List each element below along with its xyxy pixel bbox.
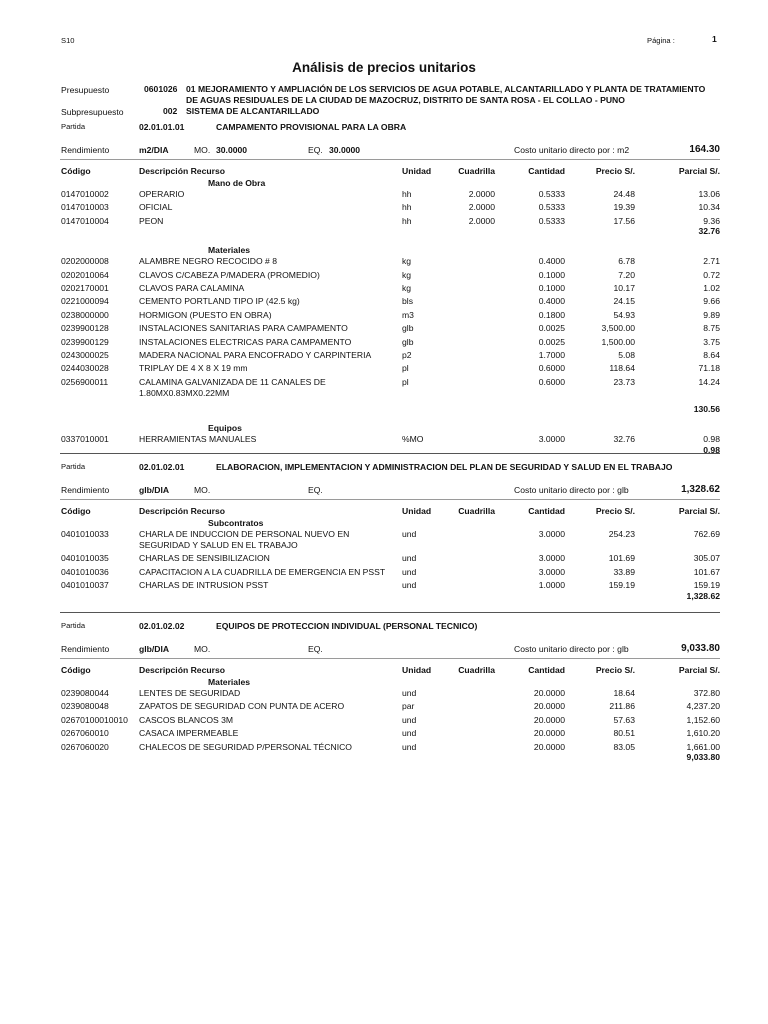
col-codigo: Código <box>61 506 91 516</box>
cell-codigo: 0221000094 <box>61 296 109 307</box>
cell-parcial: 305.07 <box>693 553 720 564</box>
cell-cantidad: 0.1800 <box>538 309 565 320</box>
table-row <box>0 728 768 739</box>
cell-unidad: kg <box>402 256 412 267</box>
table-row <box>0 310 768 321</box>
cell-cantidad: 0.6000 <box>538 363 565 374</box>
cell-precio: 7.20 <box>618 269 635 280</box>
rendimiento-label: Rendimiento <box>61 644 110 654</box>
cell-cantidad: 0.5333 <box>538 202 565 213</box>
cell-precio: 1,500.00 <box>601 336 635 347</box>
cell-cantidad: 0.1000 <box>538 283 565 293</box>
cell-unidad: und <box>402 580 417 591</box>
cell-parcial: 10.34 <box>698 202 720 213</box>
cell-codigo: 0202000008 <box>61 256 109 267</box>
cell-unidad: m3 <box>402 309 414 320</box>
cell-parcial: 762.69 <box>693 529 720 539</box>
table-row-continuation <box>0 540 768 551</box>
cell-descripcion: HORMIGON (PUESTO EN OBRA) <box>139 309 272 320</box>
group-heading <box>0 677 768 688</box>
table-row <box>0 701 768 712</box>
table-row <box>0 283 768 294</box>
cell-descripcion: CLAVOS PARA CALAMINA <box>139 283 245 293</box>
cell-unidad: p2 <box>402 350 412 360</box>
cell-codigo: 0239080048 <box>61 701 109 712</box>
cell-unidad: glb <box>402 336 414 347</box>
cell-codigo: 0401010037 <box>61 580 109 591</box>
cell-codigo: 0239900129 <box>61 336 109 347</box>
cell-cantidad: 0.4000 <box>538 256 565 267</box>
cell-descripcion: INSTALACIONES ELECTRICAS PARA CAMPAMENTO <box>139 336 352 347</box>
cell-descripcion: CLAVOS C/CABEZA P/MADERA (PROMEDIO) <box>139 269 320 280</box>
col-cuadrilla: Cuadrilla <box>458 166 495 176</box>
cell-parcial: 13.06 <box>698 189 720 199</box>
cell-unidad: und <box>402 714 417 725</box>
page-title: Análisis de precios unitarios <box>292 60 476 75</box>
rendimiento-rule <box>60 658 720 659</box>
table-header <box>0 166 768 177</box>
cell-unidad: und <box>402 553 417 564</box>
col-cantidad: Cantidad <box>528 166 565 176</box>
cell-descripcion: MADERA NACIONAL PARA ENCOFRADO Y CARPINTERIA <box>139 350 372 360</box>
cell-precio: 6.78 <box>618 256 635 267</box>
cell-descripcion: INSTALACIONES SANITARIAS PARA CAMPAMENTO <box>139 323 348 334</box>
rendimiento-rule <box>60 499 720 500</box>
cell-descripcion: CASCOS BLANCOS 3M <box>139 714 234 725</box>
cell-cantidad: 0.1000 <box>538 269 565 280</box>
group-name: Equipos <box>208 423 242 434</box>
cell-codigo: 0147010002 <box>61 189 109 199</box>
cell-parcial: 0.98 <box>703 434 720 445</box>
cell-descripcion: CALAMINA GALVANIZADA DE 11 CANALES DE <box>139 376 326 387</box>
col-precio: Precio S/. <box>595 166 635 176</box>
cell-descripcion: CHARLAS DE SENSIBILIZACION <box>139 553 270 564</box>
col-cuadrilla: Cuadrilla <box>458 506 495 516</box>
costo-unitario-value: 9,033.80 <box>681 643 720 654</box>
table-row <box>0 688 768 699</box>
group-heading <box>0 178 768 189</box>
cell-precio: 10.17 <box>613 283 635 293</box>
col-unidad: Unidad <box>402 166 432 176</box>
cell-precio: 17.56 <box>613 215 635 226</box>
mo-label: MO. <box>194 145 211 155</box>
partida-label: Partida <box>61 462 86 471</box>
cell-cantidad: 20.0000 <box>533 728 565 739</box>
cell-descripcion: OPERARIO <box>139 189 185 199</box>
table-header <box>0 506 768 517</box>
group-subtotal: 1,328.62 <box>686 590 720 601</box>
col-unidad: Unidad <box>402 665 432 675</box>
cell-cantidad: 20.0000 <box>533 714 565 725</box>
software-label: S10 <box>61 36 75 45</box>
cell-unidad: bls <box>402 296 413 307</box>
presupuesto-code: 0601026 <box>144 84 178 94</box>
cell-descripcion-cont: SEGURIDAD Y SALUD EN EL TRABAJO <box>139 540 298 550</box>
costo-unitario-label: Costo unitario directo por : m2 <box>514 145 630 155</box>
table-row <box>0 715 768 726</box>
presupuesto-description-line2: DE AGUAS RESIDUALES DE LA CIUDAD DE MAZOCRUZ, DISTRITO DE SANTA ROSA - EL COLLAO - PUNO <box>186 95 625 105</box>
cell-codigo: 0243000025 <box>61 350 109 360</box>
costo-unitario-value: 164.30 <box>689 144 720 155</box>
cell-codigo: 0401010035 <box>61 553 109 564</box>
cell-parcial: 8.75 <box>703 323 720 334</box>
col-parcial: Parcial S/. <box>678 166 720 176</box>
cell-parcial: 2.71 <box>703 256 720 267</box>
cell-precio: 33.89 <box>613 566 635 577</box>
partida-separator <box>60 453 720 454</box>
col-codigo: Código <box>61 665 91 675</box>
cell-precio: 32.76 <box>613 434 635 445</box>
cell-precio: 5.08 <box>618 350 635 360</box>
cell-parcial: 159.19 <box>693 580 720 591</box>
partida-code: 02.01.02.01 <box>139 462 185 472</box>
cell-parcial: 372.80 <box>693 688 720 698</box>
group-subtotal: 32.76 <box>698 226 720 237</box>
cell-unidad: hh <box>402 189 412 199</box>
table-row <box>0 553 768 564</box>
cell-cantidad: 20.0000 <box>533 688 565 698</box>
table-row <box>0 189 768 200</box>
cell-codigo: 0147010004 <box>61 215 109 226</box>
cell-cuadrilla: 2.0000 <box>468 202 495 213</box>
cell-unidad: pl <box>402 376 409 387</box>
partida-separator <box>60 612 720 613</box>
rendimiento-unit: m2/DIA <box>139 145 169 155</box>
cell-unidad: hh <box>402 202 412 213</box>
cell-descripcion: CAPACITACION A LA CUADRILLA DE EMERGENCIA EN PSST <box>139 566 386 577</box>
table-row <box>0 567 768 578</box>
cell-codigo: 0239900128 <box>61 323 109 334</box>
cell-precio: 24.15 <box>613 296 635 307</box>
table-row <box>0 377 768 388</box>
cell-unidad: pl <box>402 363 409 374</box>
col-parcial: Parcial S/. <box>678 665 720 675</box>
col-codigo: Código <box>61 166 91 176</box>
col-descripcion: Descripción Recurso <box>139 665 225 675</box>
cell-unidad: und <box>402 529 417 539</box>
col-parcial: Parcial S/. <box>678 506 720 516</box>
cell-descripcion: CASACA IMPERMEABLE <box>139 728 239 739</box>
cell-parcial: 9.66 <box>703 296 720 307</box>
partida-label: Partida <box>61 621 86 630</box>
group-heading <box>0 245 768 256</box>
cell-descripcion: CEMENTO PORTLAND TIPO IP (42.5 kg) <box>139 296 300 307</box>
cell-cantidad: 3.0000 <box>538 529 565 539</box>
cell-unidad: glb <box>402 323 414 334</box>
presupuesto-label: Presupuesto <box>61 85 110 95</box>
table-row <box>0 742 768 753</box>
cell-descripcion-cont: 1.80MX0.83MX0.22MM <box>139 387 230 398</box>
cell-cantidad: 0.6000 <box>538 376 565 387</box>
cell-codigo: 0244030028 <box>61 363 109 374</box>
cell-unidad: hh <box>402 215 412 226</box>
col-precio: Precio S/. <box>595 665 635 675</box>
col-descripcion: Descripción Recurso <box>139 506 225 516</box>
subpresupuesto-label: Subpresupuesto <box>61 107 124 117</box>
table-row-continuation <box>0 388 768 399</box>
cell-parcial: 9.89 <box>703 309 720 320</box>
partida-name: ELABORACION, IMPLEMENTACION Y ADMINISTRACION DEL PLAN DE SEGURIDAD Y SALUD EN EL TRABAJO <box>216 462 673 472</box>
cell-unidad: par <box>402 701 415 712</box>
cell-precio: 254.23 <box>608 529 635 539</box>
cell-codigo: 0239080044 <box>61 688 109 698</box>
eq-value: 30.0000 <box>329 145 361 155</box>
costo-unitario-label: Costo unitario directo por : glb <box>514 644 629 654</box>
cell-unidad: und <box>402 728 417 739</box>
cell-unidad: kg <box>402 283 412 293</box>
table-row <box>0 350 768 361</box>
partida-label: Partida <box>61 122 86 131</box>
table-row <box>0 202 768 213</box>
cell-unidad: und <box>402 741 417 752</box>
cell-parcial: 14.24 <box>698 376 720 387</box>
cell-descripcion: HERRAMIENTAS MANUALES <box>139 434 257 445</box>
group-subtotal: 0.98 <box>703 444 720 455</box>
cell-cantidad: 3.0000 <box>538 434 565 445</box>
partida-code: 02.01.01.01 <box>139 122 185 132</box>
cell-precio: 54.93 <box>613 309 635 320</box>
cell-precio: 24.48 <box>613 189 635 199</box>
col-cuadrilla: Cuadrilla <box>458 665 495 675</box>
rendimiento-rule <box>60 159 720 160</box>
cell-codigo: 0202170001 <box>61 283 109 293</box>
cell-cantidad: 1.0000 <box>538 580 565 591</box>
cell-descripcion: TRIPLAY DE 4 X 8 X 19 mm <box>139 363 248 374</box>
cell-descripcion: CHALECOS DE SEGURIDAD P/PERSONAL TÉCNICO <box>139 741 352 752</box>
cell-parcial: 1,661.00 <box>686 741 720 752</box>
cell-descripcion: CHARLAS DE INTRUSION PSST <box>139 580 269 591</box>
cell-unidad: %MO <box>402 434 424 445</box>
cell-codigo: 02670100010010 <box>61 714 128 725</box>
cell-cantidad: 20.0000 <box>533 741 565 752</box>
cell-cantidad: 0.4000 <box>538 296 565 307</box>
cell-codigo: 0202010064 <box>61 269 109 280</box>
cell-parcial: 101.67 <box>693 566 720 577</box>
table-header <box>0 665 768 676</box>
cell-cantidad: 0.5333 <box>538 189 565 199</box>
cell-precio: 57.63 <box>613 714 635 725</box>
col-cantidad: Cantidad <box>528 665 565 675</box>
cell-descripcion: ALAMBRE NEGRO RECOCIDO # 8 <box>139 256 278 267</box>
cell-parcial: 1.02 <box>703 283 720 293</box>
mo-value: 30.0000 <box>216 145 248 155</box>
group-subtotal: 130.56 <box>693 404 720 415</box>
page-number: 1 <box>712 34 717 44</box>
cell-cantidad: 3.0000 <box>538 553 565 564</box>
cell-parcial: 71.18 <box>698 363 720 374</box>
cell-precio: 211.86 <box>609 701 635 712</box>
cell-descripcion: LENTES DE SEGURIDAD <box>139 688 241 698</box>
eq-label: EQ. <box>308 145 323 155</box>
cell-cantidad: 0.5333 <box>538 215 565 226</box>
cell-parcial: 3.75 <box>703 336 720 347</box>
cell-codigo: 0256900011 <box>61 376 109 387</box>
cell-codigo: 0337010001 <box>61 434 109 445</box>
table-row <box>0 216 768 227</box>
table-row <box>0 270 768 281</box>
eq-label: EQ. <box>308 644 323 654</box>
cell-codigo: 0401010033 <box>61 529 109 539</box>
cell-parcial: 8.64 <box>703 350 720 360</box>
cell-unidad: kg <box>402 269 412 280</box>
partida-name: CAMPAMENTO PROVISIONAL PARA LA OBRA <box>216 122 407 132</box>
table-row <box>0 337 768 348</box>
cell-descripcion: OFICIAL <box>139 202 173 213</box>
cell-precio: 118.64 <box>609 363 635 374</box>
cell-precio: 159.19 <box>608 580 635 591</box>
table-row <box>0 363 768 374</box>
costo-unitario-label: Costo unitario directo por : glb <box>514 485 629 495</box>
mo-label: MO. <box>194 644 211 654</box>
subpresupuesto-description: SISTEMA DE ALCANTARILLADO <box>186 106 320 116</box>
cell-precio: 83.05 <box>613 741 635 752</box>
cell-cantidad: 3.0000 <box>538 566 565 577</box>
cell-unidad: und <box>402 688 417 698</box>
cell-parcial: 1,610.20 <box>686 728 720 739</box>
cell-codigo: 0267060020 <box>61 741 109 752</box>
eq-label: EQ. <box>308 485 323 495</box>
cell-codigo: 0147010003 <box>61 202 109 213</box>
cell-descripcion: PEON <box>139 215 164 226</box>
group-name: Mano de Obra <box>208 178 266 188</box>
cell-unidad: und <box>402 566 417 577</box>
partida-name: EQUIPOS DE PROTECCION INDIVIDUAL (PERSONAL TECNICO) <box>216 621 478 631</box>
table-row <box>0 256 768 267</box>
rendimiento-label: Rendimiento <box>61 145 110 155</box>
cell-cantidad: 0.0025 <box>538 323 565 334</box>
rendimiento-unit: glb/DIA <box>139 644 170 654</box>
table-row <box>0 434 768 445</box>
cell-cantidad: 1.7000 <box>538 350 565 360</box>
cell-codigo: 0238000000 <box>61 309 109 320</box>
page-label: Página : <box>647 36 675 45</box>
cell-parcial: 9.36 <box>703 215 720 226</box>
table-row <box>0 580 768 591</box>
cell-cantidad: 0.0025 <box>538 336 565 347</box>
cell-parcial: 0.72 <box>703 269 720 280</box>
cell-precio: 80.51 <box>613 728 635 739</box>
cell-precio: 3,500.00 <box>601 323 635 334</box>
group-name: Subcontratos <box>208 518 264 528</box>
presupuesto-description-line1: 01 MEJORAMIENTO Y AMPLIACIÓN DE LOS SERVICIOS DE AGUA POTABLE, ALCANTARILLADO Y PLANTA DE TRATAMIENTO <box>186 84 706 94</box>
cell-precio: 23.73 <box>613 376 635 387</box>
cell-cuadrilla: 2.0000 <box>468 189 495 199</box>
col-unidad: Unidad <box>402 506 432 516</box>
table-row <box>0 529 768 540</box>
cell-precio: 18.64 <box>613 688 635 698</box>
cell-cuadrilla: 2.0000 <box>468 215 495 226</box>
mo-label: MO. <box>194 485 211 495</box>
cell-precio: 19.39 <box>613 202 635 213</box>
cell-descripcion: CHARLA DE INDUCCION DE PERSONAL NUEVO EN <box>139 529 350 539</box>
costo-unitario-value: 1,328.62 <box>681 484 720 495</box>
cell-parcial: 4,237.20 <box>686 701 720 712</box>
subpresupuesto-code: 002 <box>163 106 178 116</box>
group-subtotal: 9,033.80 <box>686 752 720 762</box>
group-heading <box>0 518 768 529</box>
cell-precio: 101.69 <box>608 553 635 564</box>
table-row <box>0 296 768 307</box>
partida-code: 02.01.02.02 <box>139 621 185 631</box>
cell-parcial: 1,152.60 <box>686 714 720 725</box>
group-name: Materiales <box>208 245 251 256</box>
rendimiento-unit: glb/DIA <box>139 485 170 495</box>
table-row <box>0 323 768 334</box>
group-heading <box>0 423 768 434</box>
col-precio: Precio S/. <box>595 506 635 516</box>
group-name: Materiales <box>208 677 251 687</box>
cell-cantidad: 20.0000 <box>533 701 565 712</box>
cell-descripcion: ZAPATOS DE SEGURIDAD CON PUNTA DE ACERO <box>139 701 345 712</box>
col-cantidad: Cantidad <box>528 506 565 516</box>
col-descripcion: Descripción Recurso <box>139 166 225 176</box>
cell-codigo: 0401010036 <box>61 566 109 577</box>
rendimiento-label: Rendimiento <box>61 485 110 495</box>
cell-codigo: 0267060010 <box>61 728 109 739</box>
